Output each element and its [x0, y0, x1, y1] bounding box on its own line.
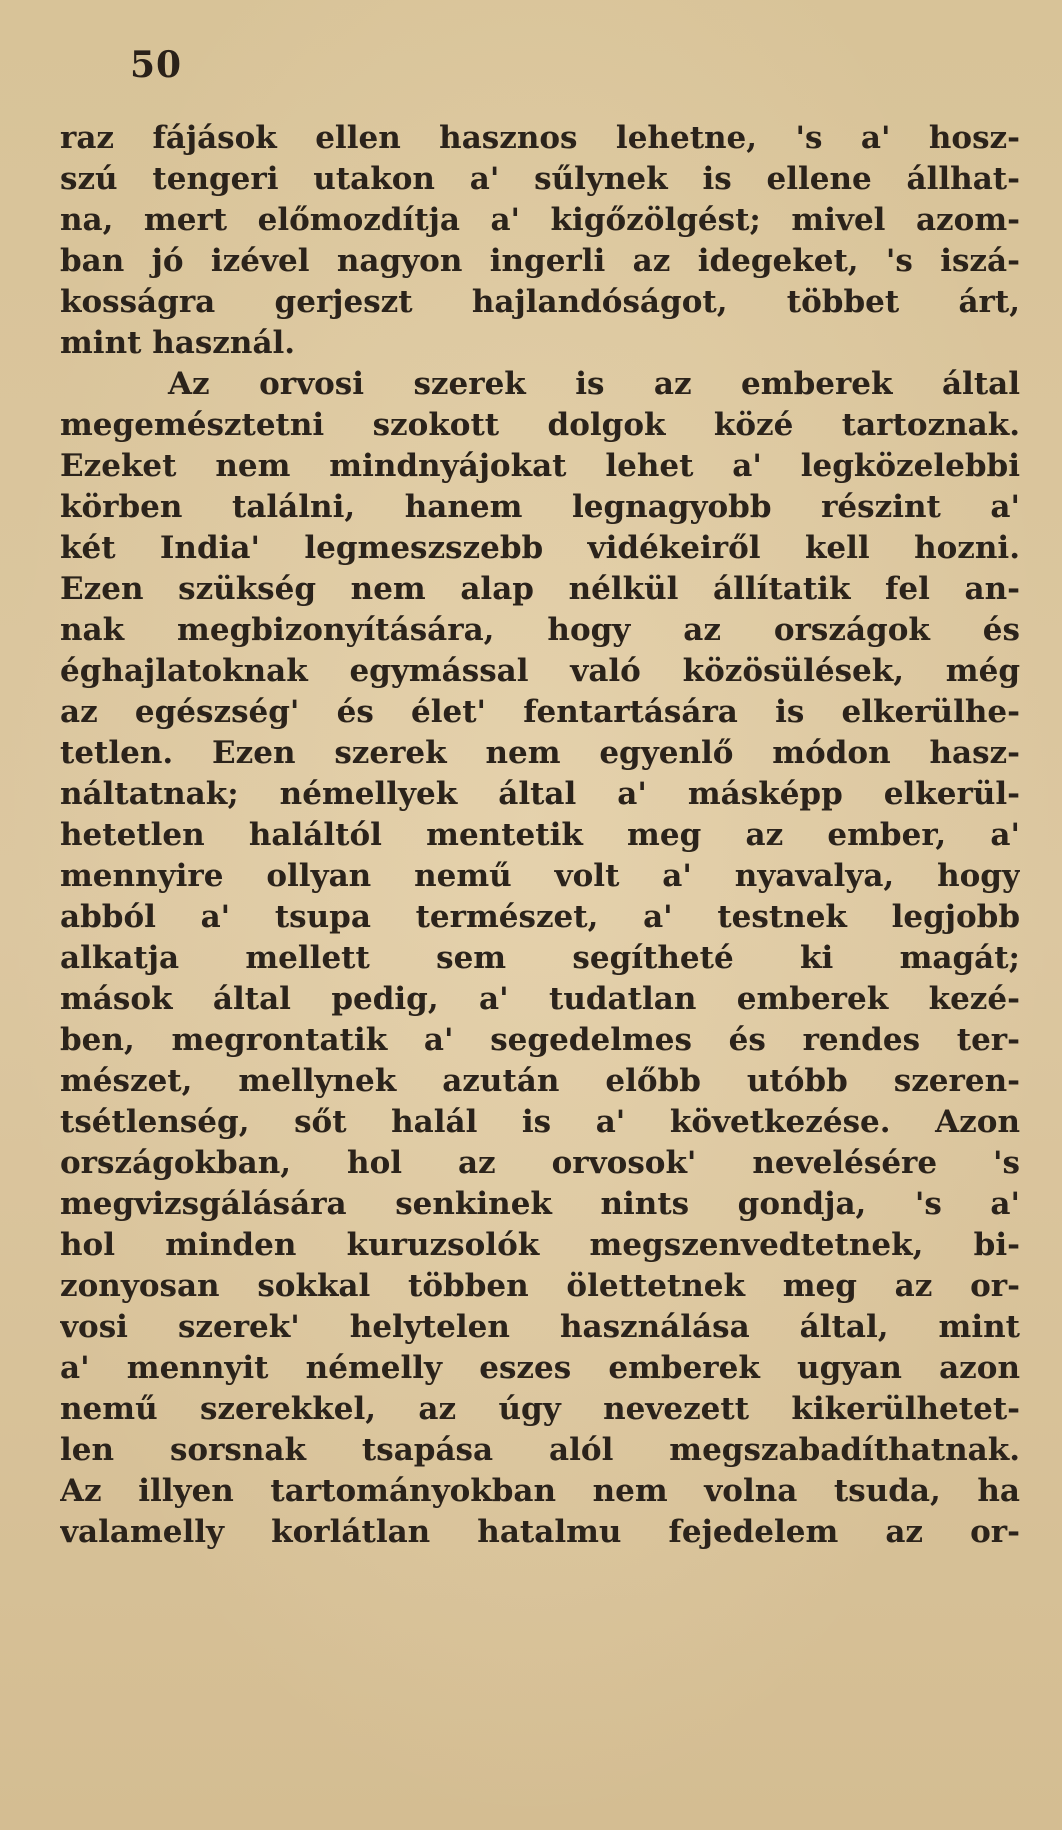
text-line: abból a' tsupa természet, a' testnek legjobb	[60, 899, 1020, 935]
text-line: Ezen szükség nem alap nélkül állítatik fel an-	[60, 571, 1020, 607]
text-line: a' mennyit némelly eszes emberek ugyan azon	[60, 1350, 1020, 1386]
text-line: szú tengeri utakon a' sűlynek is ellene állhat-	[60, 161, 1020, 197]
text-line: ben, megrontatik a' segedelmes és rendes ter-	[60, 1022, 1020, 1058]
text-line: vosi szerek' helytelen használása által, mint	[60, 1309, 1020, 1345]
text-line: éghajlatoknak egymással való közösülések, még	[60, 653, 1020, 689]
paragraph-start-line: Az orvosi szerek is az emberek által	[168, 366, 1020, 402]
text-line: mint használ.	[60, 325, 296, 361]
page-number: 50	[130, 44, 183, 86]
text-line: zonyosan sokkal többen ölettetnek meg az or-	[60, 1268, 1020, 1304]
text-line: hol minden kuruzsolók megszenvedtetnek, bi-	[60, 1227, 1020, 1263]
text-line: Az illyen tartományokban nem volna tsuda, ha	[60, 1473, 1020, 1509]
text-line: raz fájások ellen hasznos lehetne, 's a' hosz-	[60, 120, 1020, 156]
text-line: megvizsgálására senkinek nints gondja, 's a'	[60, 1186, 1020, 1222]
text-line: kosságra gerjeszt hajlandóságot, többet árt,	[60, 284, 1020, 320]
text-line: valamelly korlátlan hatalmu fejedelem az or-	[60, 1514, 1020, 1550]
text-line: megemésztetni szokott dolgok közé tartoznak.	[60, 407, 1020, 443]
text-line: országokban, hol az orvosok' nevelésére 's	[60, 1145, 1020, 1181]
text-line: alkatja mellett sem segítheté ki magát;	[60, 940, 1020, 976]
text-line: tsétlenség, sőt halál is a' következése. Azon	[60, 1104, 1020, 1140]
text-line: az egészség' és élet' fentartására is elkerülhe-	[60, 694, 1020, 730]
text-line: mennyire ollyan nemű volt a' nyavalya, hogy	[60, 858, 1020, 894]
text-line: körben találni, hanem legnagyobb részint a'	[60, 489, 1020, 525]
text-line: mások által pedig, a' tudatlan emberek kezé-	[60, 981, 1020, 1017]
text-line: nak megbizonyítására, hogy az országok és	[60, 612, 1020, 648]
text-line: két India' legmeszszebb vidékeiről kell hozni.	[60, 530, 1020, 566]
text-line: len sorsnak tsapása alól megszabadíthatnak.	[60, 1432, 1020, 1468]
text-line: tetlen. Ezen szerek nem egyenlő módon hasz-	[60, 735, 1020, 771]
text-line: Ezeket nem mindnyájokat lehet a' legközelebbi	[60, 448, 1020, 484]
text-line: nemű szerekkel, az úgy nevezett kikerülhetet-	[60, 1391, 1020, 1427]
text-line: náltatnak; némellyek által a' másképp elkerül-	[60, 776, 1020, 812]
text-line: ban jó izével nagyon ingerli az idegeket, 's iszá-	[60, 243, 1020, 279]
text-line: mészet, mellynek azután előbb utóbb szeren-	[60, 1063, 1020, 1099]
text-line: hetetlen haláltól mentetik meg az ember, a'	[60, 817, 1020, 853]
body-text	[60, 118, 1020, 1553]
text-line: na, mert előmozdítja a' kigőzölgést; mivel azom-	[60, 202, 1020, 238]
